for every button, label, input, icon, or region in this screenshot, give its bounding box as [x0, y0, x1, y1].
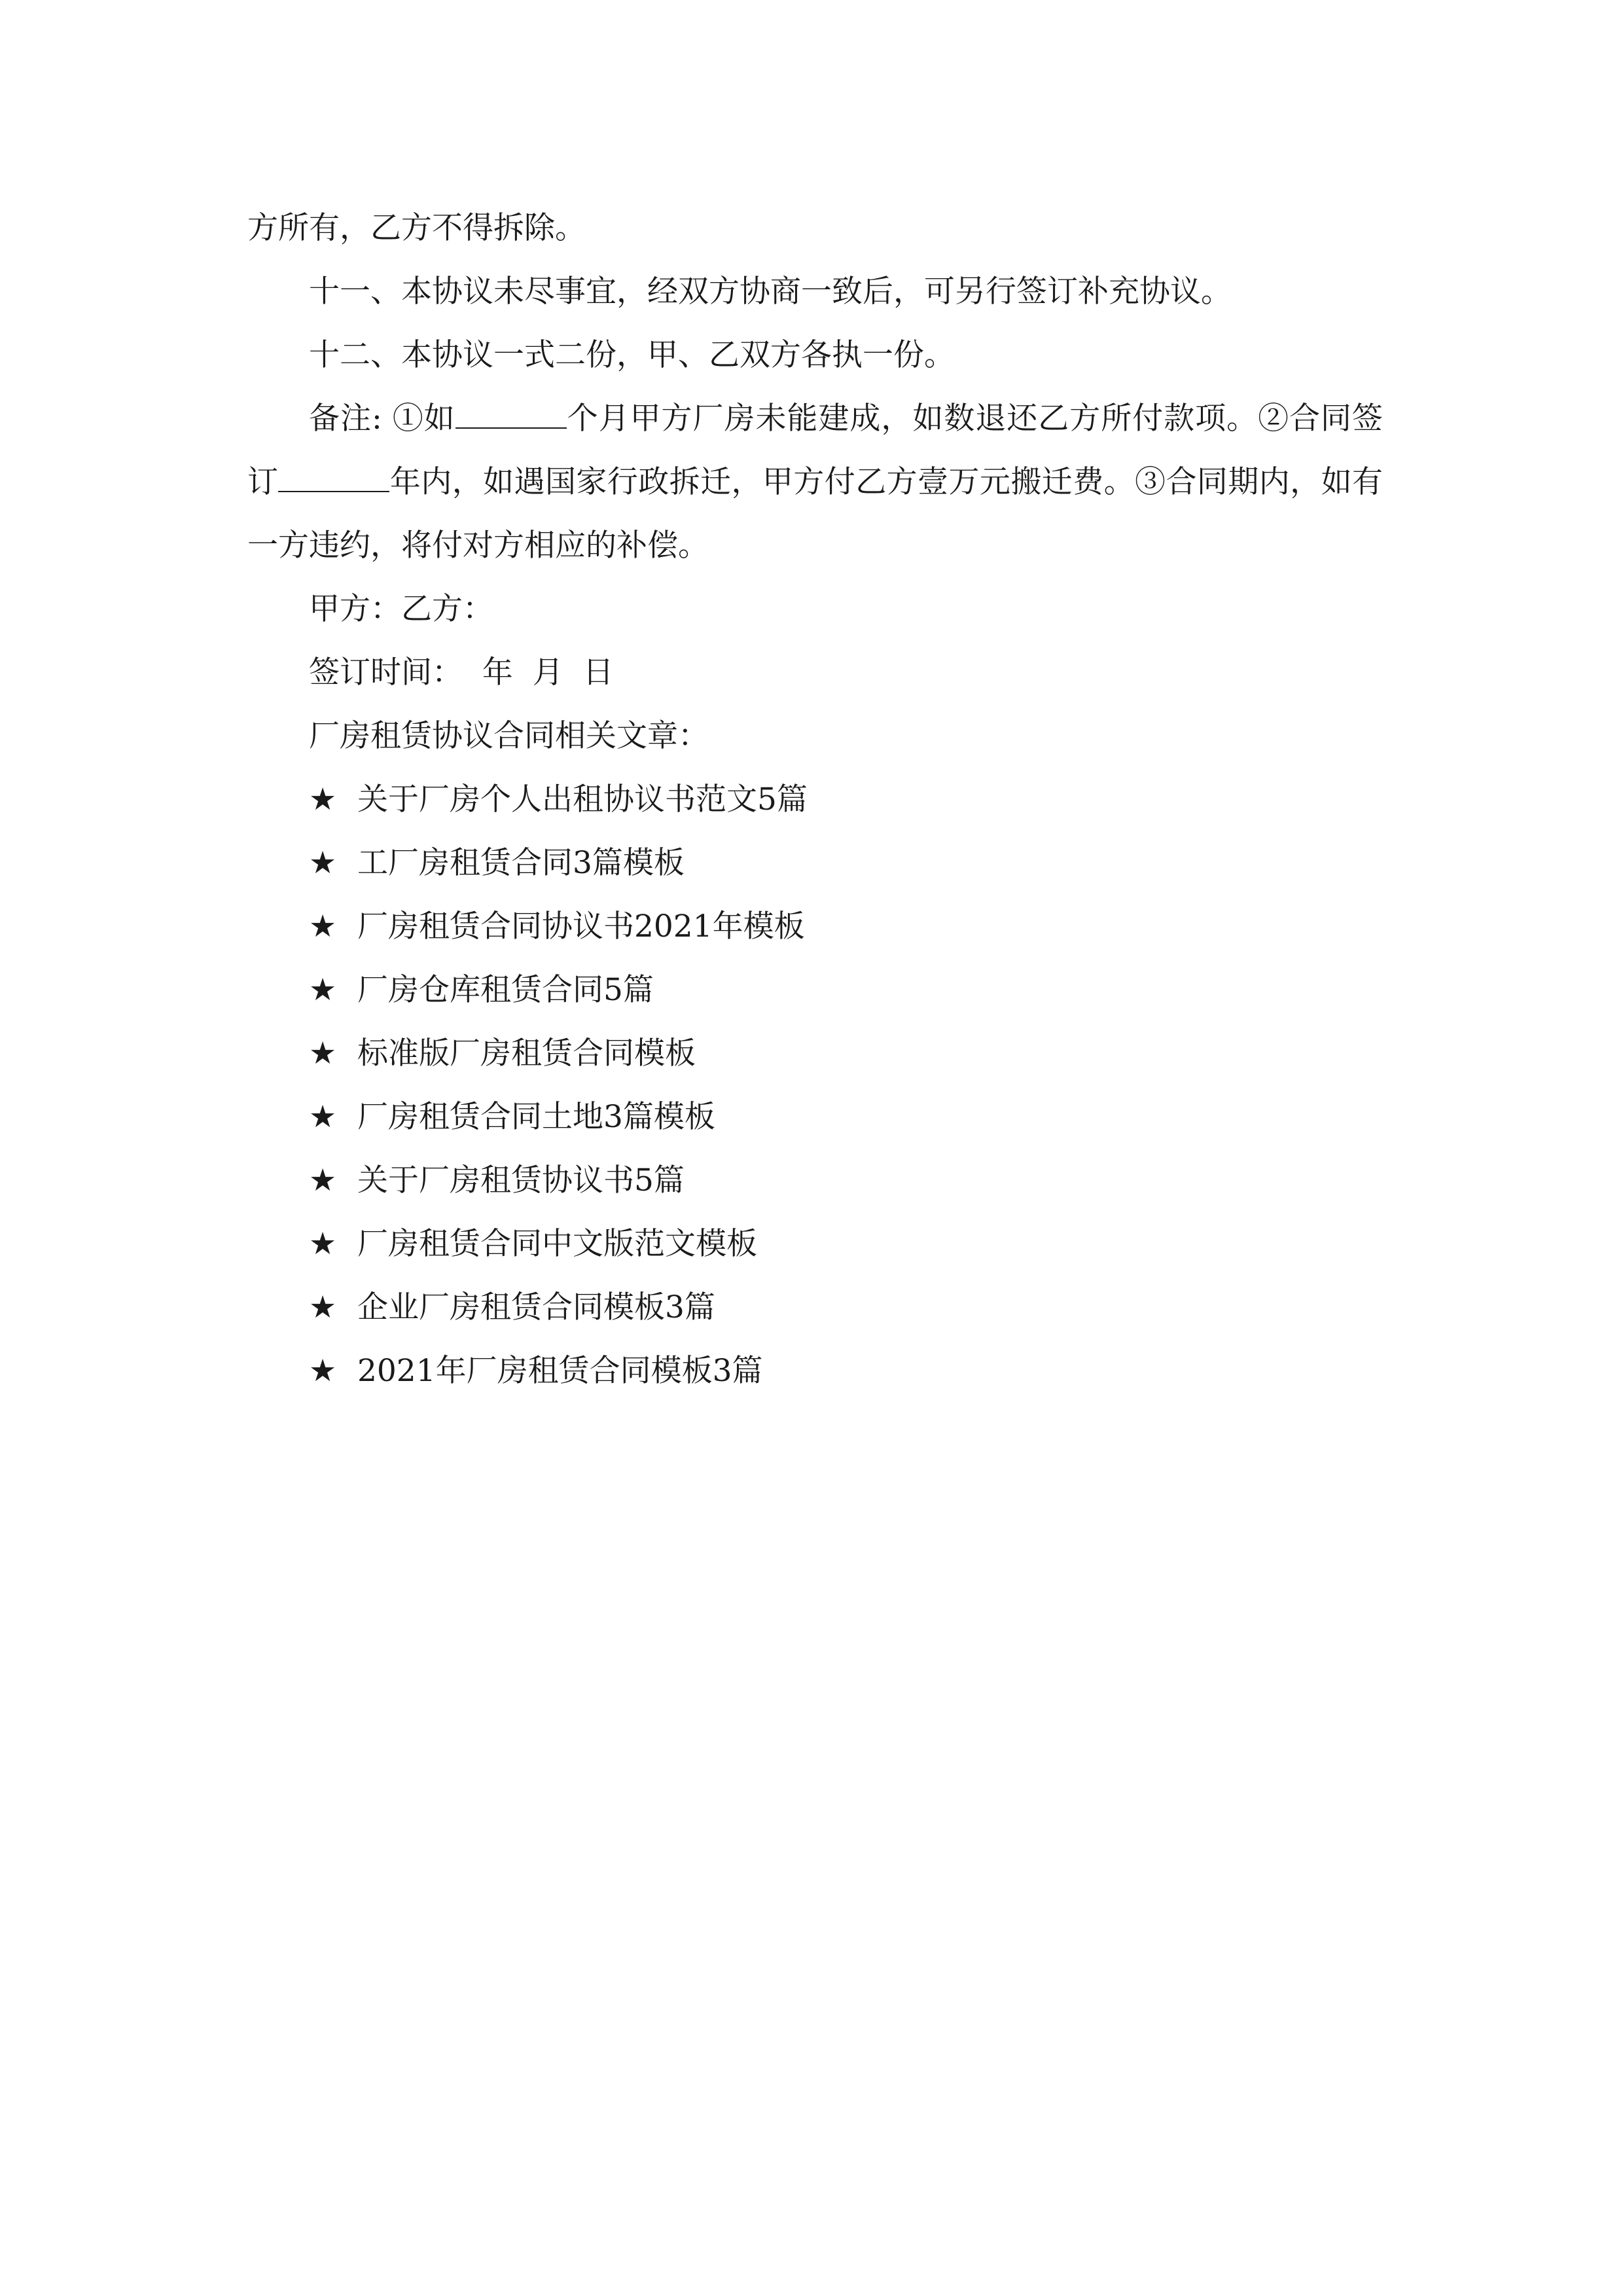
related-article-title: 2021年厂房租赁合同模板3篇 — [357, 1353, 763, 1389]
related-article-title: 厂房租赁合同中文版范文模板 — [357, 1226, 757, 1262]
related-article-title: 厂房租赁合同土地3篇模板 — [357, 1099, 715, 1135]
star-icon: ★ — [309, 1226, 337, 1262]
star-icon: ★ — [309, 1035, 337, 1071]
star-icon: ★ — [309, 972, 337, 1008]
sign-date-line: 签订时间： 年 月 日 — [309, 655, 614, 691]
parties-line: 甲方：乙方： — [309, 591, 493, 627]
star-icon: ★ — [309, 781, 337, 817]
star-icon: ★ — [309, 1353, 337, 1389]
star-icon: ★ — [309, 845, 337, 881]
remark-paragraph — [247, 387, 1383, 577]
related-article-link[interactable] — [247, 768, 1383, 831]
document-body — [247, 196, 1383, 1403]
related-article-title: 厂房仓库租赁合同5篇 — [357, 972, 654, 1008]
related-article-title: 关于厂房租赁协议书5篇 — [357, 1162, 685, 1198]
star-icon: ★ — [309, 908, 337, 944]
continuation-text: 方所有，乙方不得拆除。 — [247, 210, 586, 246]
related-article-title: 关于厂房个人出租协议书范文5篇 — [357, 781, 808, 817]
related-article-link[interactable] — [247, 895, 1383, 958]
blank-months — [455, 401, 567, 429]
related-article-title: 企业厂房租赁合同模板3篇 — [357, 1289, 715, 1325]
star-icon: ★ — [309, 1099, 337, 1135]
clause-12: 十二、本协议一式二份，甲、乙双方各执一份。 — [309, 337, 955, 373]
related-article-link[interactable] — [247, 958, 1383, 1022]
related-article-link[interactable] — [247, 1022, 1383, 1085]
related-article-link[interactable] — [247, 1276, 1383, 1339]
related-article-title: 厂房租赁合同协议书2021年模板 — [357, 908, 805, 944]
related-article-title: 工厂房租赁合同3篇模板 — [357, 845, 685, 881]
remark-part2: 个月甲方厂房未能建成，如数退还乙方所付款项。②合同签订 — [247, 401, 1383, 500]
remark-part3: 年内，如遇国家行政拆迁，甲方付乙方壹万元搬迁费。③合同期内，如有一方违约，将付对方相应的补偿。 — [247, 464, 1383, 564]
related-article-link[interactable] — [247, 1339, 1383, 1403]
related-article-title: 标准版厂房租赁合同模板 — [357, 1035, 696, 1071]
blank-years — [278, 465, 389, 492]
remark-part1: 备注: ①如 — [309, 401, 455, 437]
related-article-link[interactable] — [247, 1149, 1383, 1212]
star-icon: ★ — [309, 1162, 337, 1198]
star-icon: ★ — [309, 1289, 337, 1325]
clause-11: 十一、本协议未尽事宜，经双方协商一致后，可另行签订补充协议。 — [309, 274, 1232, 310]
related-article-link[interactable] — [247, 1085, 1383, 1149]
related-heading: 厂房租赁协议合同相关文章： — [309, 718, 709, 754]
related-article-link[interactable] — [247, 1212, 1383, 1276]
related-articles-list — [247, 768, 1383, 1403]
related-article-link[interactable] — [247, 831, 1383, 895]
